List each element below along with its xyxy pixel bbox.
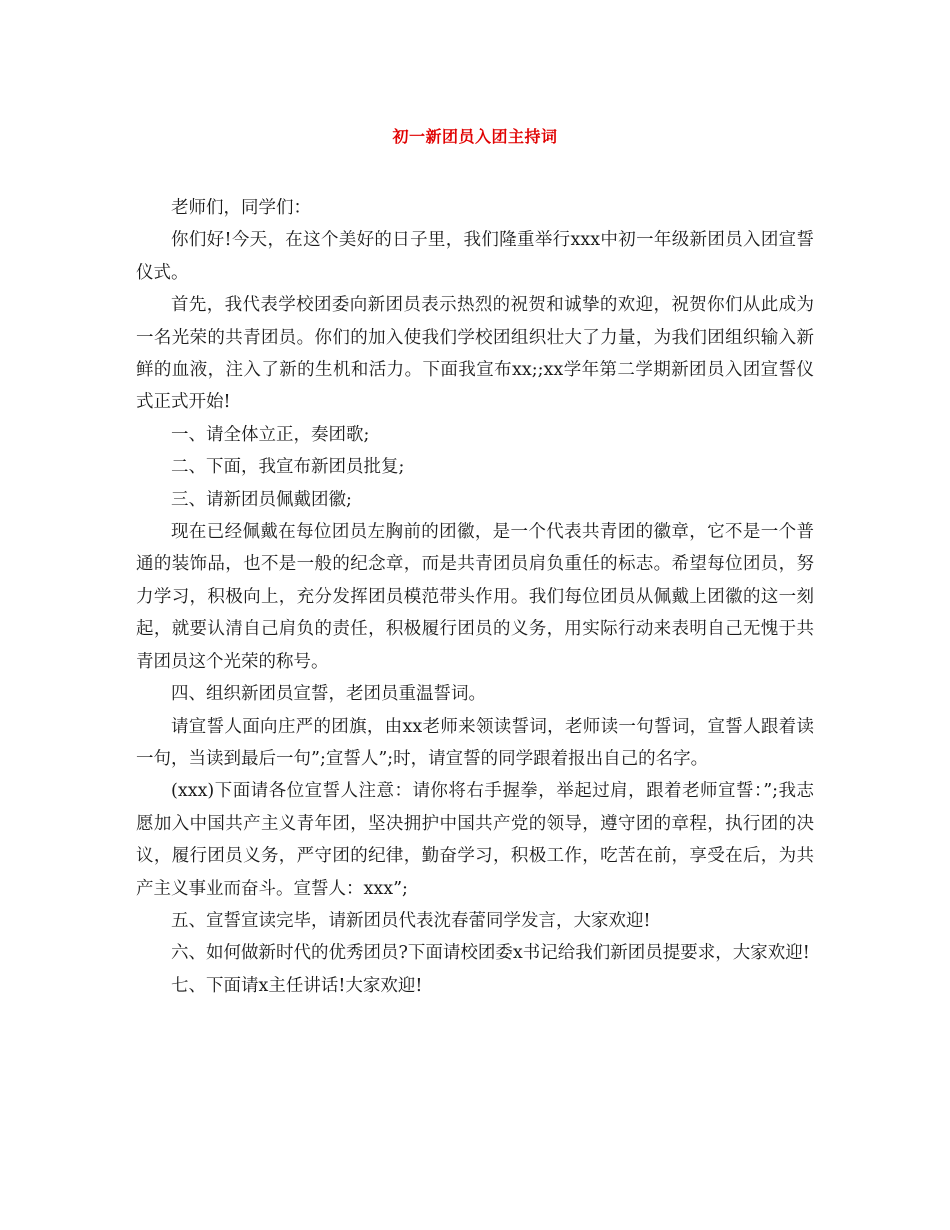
- paragraph-step-5: 五、宣誓宣读完毕，请新团员代表沈春蕾同学发言，大家欢迎!: [171, 910, 651, 931]
- paragraph-greeting: 老师们，同学们：: [171, 198, 311, 218]
- paragraph-oath-text: (xxx)下面请各位宣誓人注意：请你将右手握拳，举起过肩，跟着老师宣誓：”;我志愿加入中国共产主义青年团，坚决拥护中国共产党的领导，遵守团的章程，执行团的决议，履行团员义务，严守团的纪律，勤奋学习，积极工作，吃苦在前，享受在后，为共产主义事业而奋斗。宣誓人：xxx”;: [136, 781, 814, 899]
- paragraph-step-3: 三、请新团员佩戴团徽;: [171, 489, 352, 510]
- paragraph-oath-instructions: 请宣誓人面向庄严的团旗，由xx老师来领读誓词，老师读一句誓词，宣誓人跟着读一句，当读到最后一句”;宣誓人”;时，请宣誓的同学跟着报出自己的名字。: [136, 716, 814, 769]
- paragraph-step-7: 七、下面请x主任讲话!大家欢迎!: [171, 975, 423, 996]
- paragraph-step-1: 一、请全体立正，奏团歌;: [171, 424, 370, 445]
- paragraph-step-6: 六、如何做新时代的优秀团员?下面请校团委x书记给我们新团员提要求，大家欢迎!: [171, 943, 810, 964]
- document-title: 初一新团员入团主持词: [392, 127, 558, 146]
- paragraph-badge-speech: 现在已经佩戴在每位团员左胸前的团徽，是一个代表共青团的徽章，它不是一个普通的装饰品，也不是一般的纪念章，而是共青团员肩负重任的标志。希望每位团员，努力学习，积极向上，充分发挥团员模范带头作用。我们每位团员从佩戴上团徽的这一刻起，就要认清自己肩负的责任，积极履行团员的义务，用实际行动来表明自己无愧于共青团员这个光荣的称号。: [136, 522, 814, 672]
- paragraph-opening: 你们好!今天，在这个美好的日子里，我们隆重举行xxx中初一年级新团员入团宣誓仪式。: [136, 230, 814, 283]
- paragraph-step-4: 四、组织新团员宣誓，老团员重温誓词。: [171, 684, 486, 705]
- document-body: [136, 192, 814, 1002]
- paragraph-welcome: 首先，我代表学校团委向新团员表示热烈的祝贺和诚挚的欢迎，祝贺你们从此成为一名光荣的共青团员。你们的加入使我们学校团组织壮大了力量，为我们团组织输入新鲜的血液，注入了新的生机和活力。下面我宣布xx;;xx学年第二学期新团员入团宣誓仪式正式开始!: [136, 295, 814, 413]
- paragraph-step-2: 二、下面，我宣布新团员批复;: [171, 457, 405, 478]
